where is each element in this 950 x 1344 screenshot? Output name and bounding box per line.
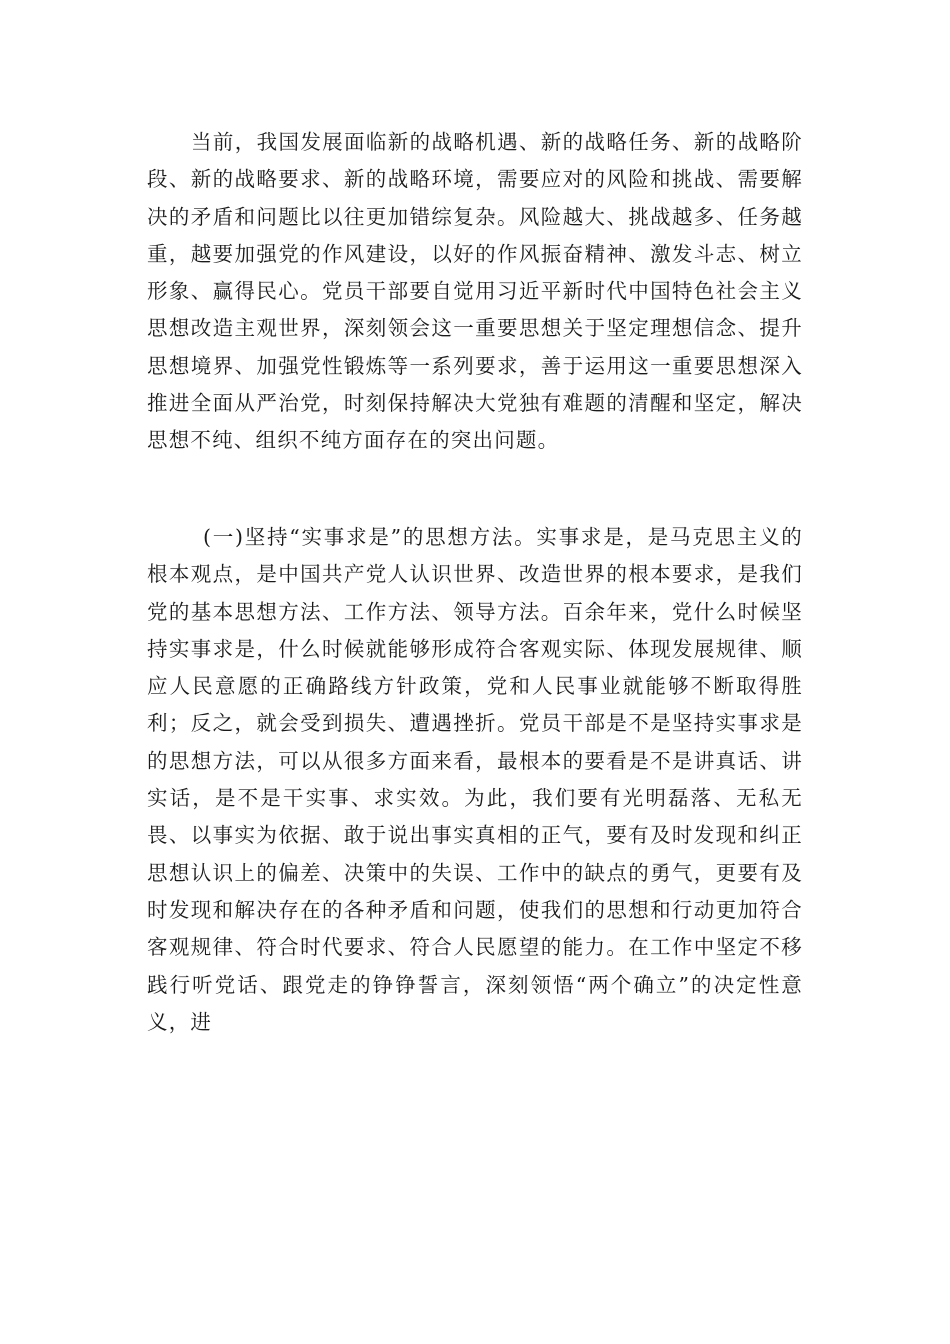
body-paragraph-intro: 当前，我国发展面临新的战略机遇、新的战略任务、新的战略阶段、新的战略要求、新的战略环境，需要应对的风险和挑战、需要解决的矛盾和问题比以往更加错综复杂。风险越大、挑战越多、任务越重，越要加强党的作风建设，以好的作风振奋精神、激发斗志、树立形象、赢得民心。党员干部要自觉用习近平新时代中国特色社会主义思想改造主观世界，深刻领会这一重要思想关于坚定理想信念、提升思想境界、加强党性锻炼等一系列要求，善于运用这一重要思想深入推进全面从严治党，时刻保持解决大党独有难题的清醒和坚定，解决思想不纯、组织不纯方面存在的突出问题。 [147, 130, 803, 453]
body-paragraph-section-1: (一)坚持“实事求是”的思想方法。实事求是，是马克思主义的根本观点，是中国共产党人认识世界、改造世界的根本要求，是我们党的基本思想方法、工作方法、领导方法。百余年来，党什么时候坚持实事求是，什么时候就能够形成符合客观实际、体现发展规律、顺应人民意愿的正确路线方针政策，党和人民事业就能够不断取得胜利；反之，就会受到损失、遭遇挫折。党员干部是不是坚持实事求是的思想方法，可以从很多方面来看，最根本的要看是不是讲真话、讲实话，是不是干实事、求实效。为此，我们要有光明磊落、无私无畏、以事实为依据、敢于说出事实真相的正气，要有及时发现和纠正思想认识上的偏差、决策中的失误、工作中的缺点的勇气，更要有及时发现和解决存在的各种矛盾和问题，使我们的思想和行动更加符合客观规律、符合时代要求、符合人民愿望的能力。在工作中坚定不移践行听党话、跟党走的铮铮誓言，深刻领悟“两个确立”的决定性意义，进 [147, 525, 803, 1034]
